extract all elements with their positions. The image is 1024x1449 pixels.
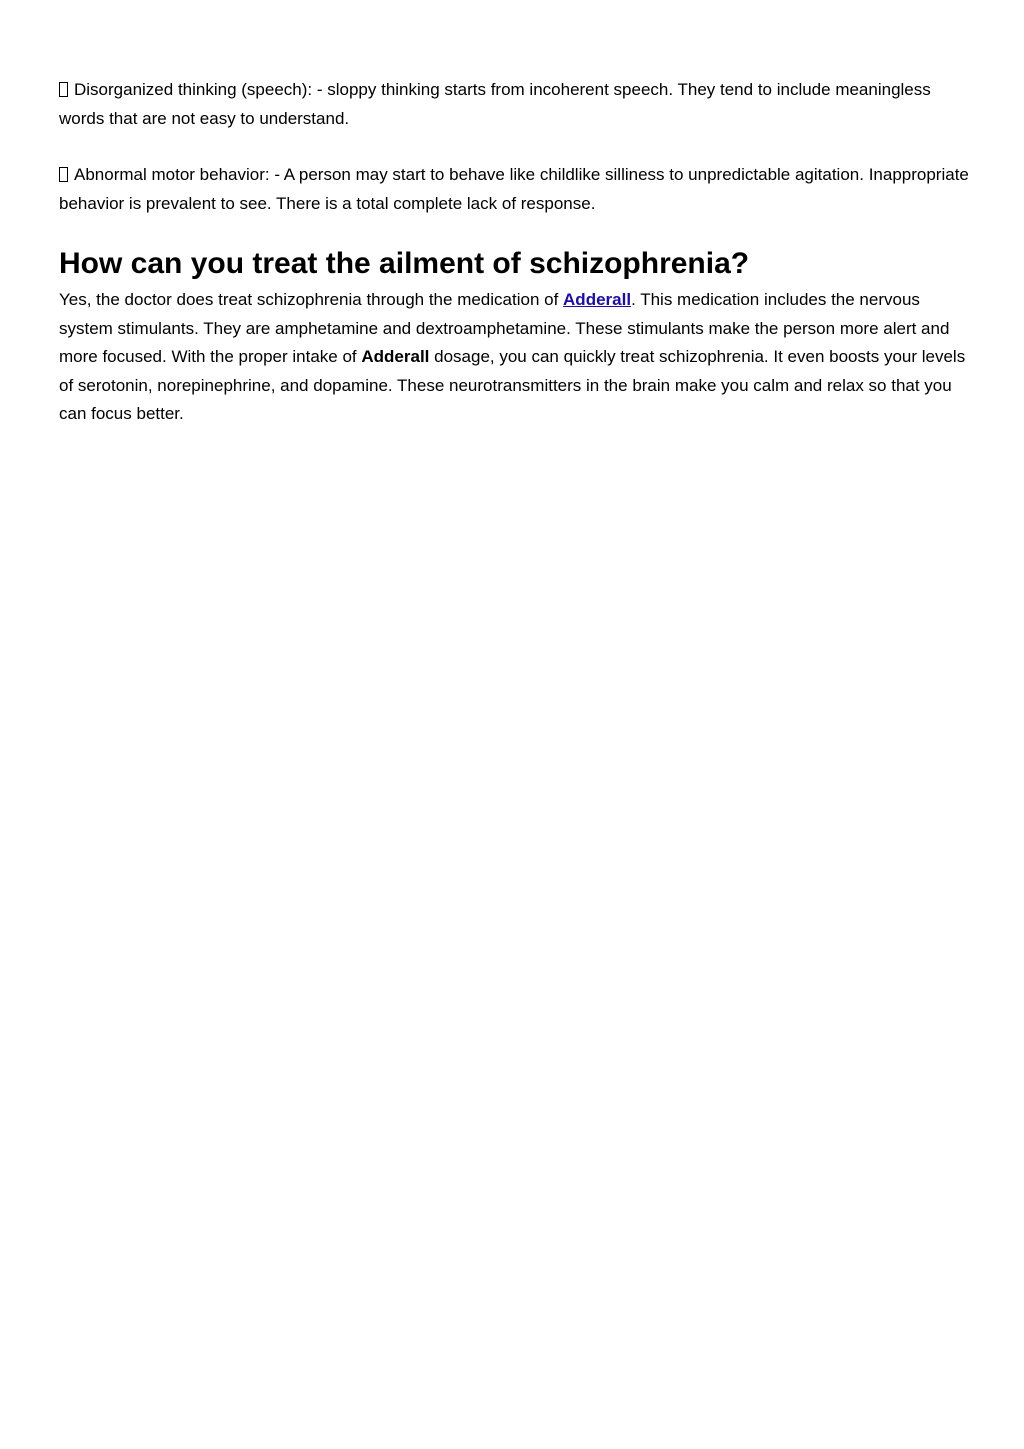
bullet-item-disorganized-thinking	[59, 76, 971, 133]
missing-glyph-box-icon	[59, 167, 68, 182]
treatment-paragraph	[59, 286, 971, 429]
paragraph-text-middle: . This medication includes the nervous system stimulants. They are amphetamine and dextroamphetamine. These stimulants make the person more alert and more focused. With the proper intake of	[59, 290, 950, 366]
missing-glyph-box-icon	[59, 82, 68, 97]
document-page	[59, 76, 971, 429]
adderall-link[interactable]: Adderall	[563, 290, 632, 309]
section-heading: How can you treat the ailment of schizophrenia?	[59, 247, 750, 280]
paragraph-text-end: dosage, you can quickly treat schizophrenia. It even boosts your levels of serotonin, norepinephrine, and dopamine. These neurotransmitters in the brain make you calm and relax so that you can focus better.	[59, 347, 966, 423]
paragraph-text-start: Yes, the doctor does treat schizophrenia through the medication of	[59, 290, 564, 309]
bullet-text: Disorganized thinking (speech): - sloppy thinking starts from incoherent speech. They tend to include meaningless words that are not easy to understand.	[59, 80, 931, 128]
bullet-item-abnormal-motor-behavior	[59, 161, 971, 218]
bullet-text: Abnormal motor behavior: - A person may start to behave like childlike silliness to unpredictable agitation. Inappropriate behavior is prevalent to see. There is a total complete lack of response.	[59, 165, 969, 213]
adderall-bold-text: Adderall	[361, 347, 430, 366]
